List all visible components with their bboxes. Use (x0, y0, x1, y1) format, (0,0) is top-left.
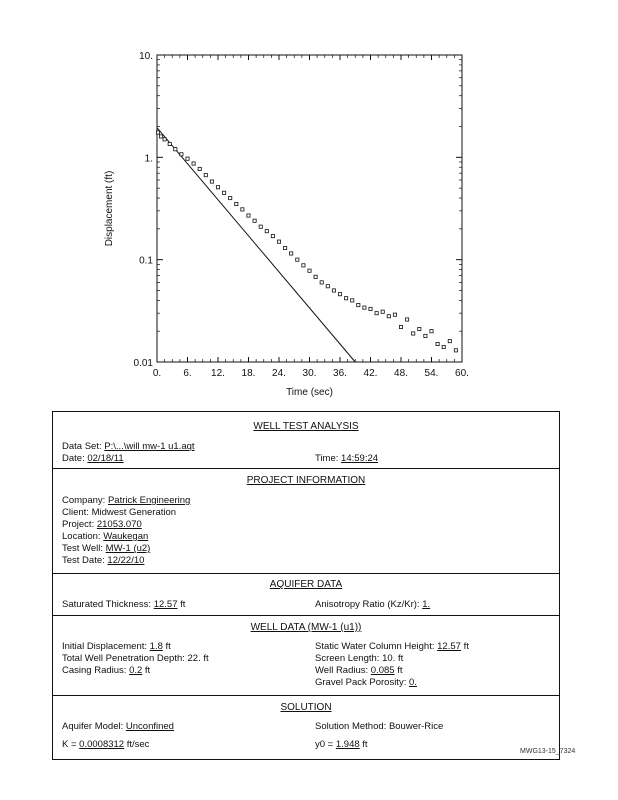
data-point (393, 313, 396, 316)
company-row: Company: Patrick Engineering (62, 495, 191, 506)
data-point (223, 191, 226, 194)
well-test-analysis-panel (52, 411, 560, 760)
data-point (418, 327, 421, 330)
data-point (448, 340, 451, 343)
x-tick-label: 54. (424, 368, 439, 379)
data-point (338, 293, 341, 296)
project-info-title: PROJECT INFORMATION (246, 475, 366, 486)
x-axis-label: Time (sec) (286, 387, 333, 398)
screen-length-row: Screen Length: 10. ft (315, 653, 404, 664)
data-point (345, 297, 348, 300)
aquifer-model-row: Aquifer Model: Unconfined (62, 721, 174, 732)
data-point (314, 275, 317, 278)
data-point (259, 225, 262, 228)
static-water-row: Static Water Column Height: 12.57 ft (315, 641, 469, 652)
data-point (277, 240, 280, 243)
data-point (159, 135, 162, 138)
initial-displacement-row: Initial Displacement: 1.8 ft (62, 641, 171, 652)
divider (53, 468, 559, 469)
x-tick-label: 48. (394, 368, 408, 379)
y-tick-label: 10. (139, 51, 153, 62)
data-point (399, 325, 402, 328)
y-axis-label: Displacement (ft) (104, 170, 115, 247)
total-penetration-row: Total Well Penetration Depth: 22. ft (62, 653, 209, 664)
data-point (320, 281, 323, 284)
test-date-row: Test Date: 12/22/10 (62, 555, 145, 566)
plot-frame (157, 55, 462, 362)
x-tick-label: 0. (152, 368, 162, 379)
solution-title: SOLUTION (280, 702, 332, 713)
location-row: Location: Waukegan (62, 531, 149, 542)
data-point (229, 196, 232, 199)
y0-row: y0 = 1.948 ft (315, 739, 368, 750)
data-point (369, 307, 372, 310)
data-point (247, 214, 250, 217)
divider (53, 695, 559, 696)
data-point (424, 334, 427, 337)
data-point (210, 180, 213, 183)
saturated-thickness-row: Saturated Thickness: 12.57 ft (62, 599, 186, 610)
casing-radius-row: Casing Radius: 0.2 ft (62, 665, 151, 676)
x-tick-label: 42. (363, 368, 378, 379)
time-row: Time: 14:59:24 (315, 453, 379, 464)
data-point (296, 258, 299, 261)
data-point (180, 153, 183, 156)
k-row: K = 0.0008312 ft/sec (62, 739, 150, 750)
well-data-title: WELL DATA (MW-1 (u1)) (250, 622, 362, 633)
data-point (357, 303, 360, 306)
data-point (326, 285, 329, 288)
data-set-row: Data Set: P:\...\will mw-1 u1.aqt (62, 441, 195, 452)
data-point (168, 142, 171, 145)
project-row: Project: 21053.070 (62, 519, 142, 530)
data-point (271, 234, 274, 237)
reference-code: MWG13-15_7324 (520, 748, 576, 755)
x-tick-label: 12. (211, 368, 225, 379)
data-point (174, 148, 177, 151)
test-well-row: Test Well: MW-1 (u2) (62, 543, 151, 554)
data-point (284, 246, 287, 249)
divider (53, 573, 559, 574)
data-point (430, 330, 433, 333)
data-point (192, 162, 195, 165)
well-radius-row: Well Radius: 0.085 ft (315, 665, 403, 676)
data-point (290, 252, 293, 255)
x-tick-label: 24. (272, 368, 286, 379)
data-point (186, 157, 189, 160)
data-point (265, 230, 268, 233)
data-point (332, 289, 335, 292)
y-tick-label: 0.01 (133, 358, 153, 369)
x-tick-label: 60. (455, 368, 469, 379)
data-point (216, 186, 219, 189)
panel-title: WELL TEST ANALYSIS (253, 421, 359, 432)
data-point (381, 310, 384, 313)
data-point (363, 306, 366, 309)
data-point (351, 299, 354, 302)
data-point (163, 138, 166, 141)
data-point (253, 219, 256, 222)
aquifer-data-title: AQUIFER DATA (269, 579, 343, 590)
data-point (375, 312, 378, 315)
data-point (241, 208, 244, 211)
x-tick-label: 6. (183, 368, 192, 379)
data-point (156, 131, 159, 134)
y-tick-label: 1. (144, 153, 153, 165)
data-point (204, 174, 207, 177)
data-point (436, 342, 439, 345)
data-point (454, 349, 457, 352)
anisotropy-row: Anisotropy Ratio (Kz/Kr): 1. (315, 599, 431, 610)
data-point (308, 269, 311, 272)
data-point (387, 315, 390, 318)
data-point (198, 167, 201, 170)
data-point (406, 318, 409, 321)
data-point (412, 332, 415, 335)
data-point (302, 264, 305, 267)
data-point (235, 202, 238, 205)
y-tick-label: 0.1 (139, 255, 153, 267)
x-tick-label: 36. (333, 368, 347, 379)
divider (53, 615, 559, 616)
x-tick-label: 18. (241, 368, 256, 379)
fit-line (157, 128, 355, 362)
x-tick-label: 30. (302, 368, 317, 379)
data-point (442, 345, 445, 348)
solution-method-row: Solution Method: Bouwer-Rice (315, 721, 444, 732)
date-row: Date: 02/18/11 (62, 453, 124, 464)
gravel-pack-row: Gravel Pack Porosity: 0. (315, 677, 417, 688)
client-row: Client: Midwest Generation (62, 507, 177, 518)
